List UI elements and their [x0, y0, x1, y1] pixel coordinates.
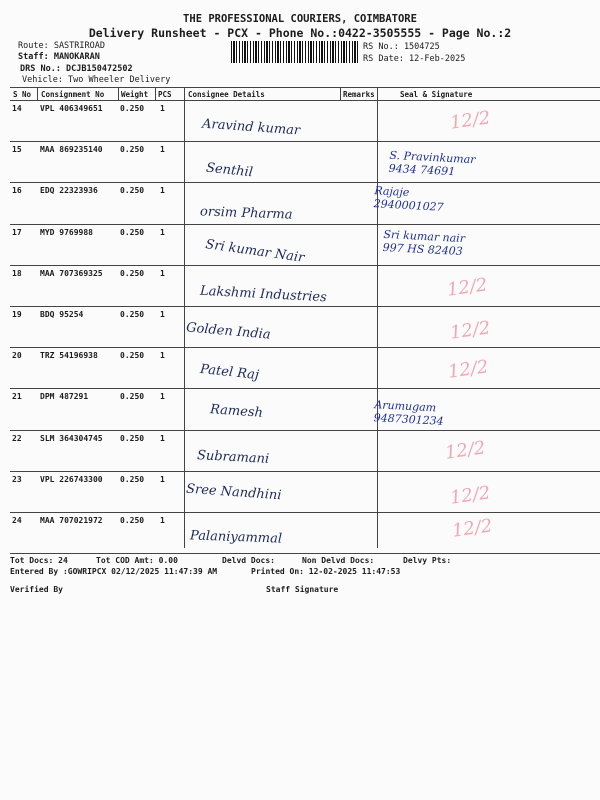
- receiver-signature: Sri kumar nair 997 HS 82403: [382, 227, 466, 258]
- delivery-points: Delvy Pts:: [403, 556, 452, 565]
- row-divider: [10, 512, 600, 513]
- consignee-handwriting: Palaniyammal: [189, 528, 283, 547]
- pieces: 1: [160, 433, 165, 443]
- col-remarks: Remarks: [343, 90, 375, 99]
- table-header-border: [10, 100, 600, 101]
- total-cod: Tot COD Amt: 0.00: [96, 556, 178, 565]
- vehicle: Vehicle: Two Wheeler Delivery: [22, 75, 171, 85]
- delivery-date-stamp: 12/2: [448, 107, 492, 134]
- pieces: 1: [160, 104, 165, 113]
- entered-by: Entered By :GOWRIPCX 02/12/2025 11:47:39 AM: [10, 567, 218, 576]
- serial-number: 14: [12, 104, 22, 113]
- remarks-column-line: [377, 87, 378, 548]
- printed-on: Printed On: 12-02-2025 11:47:53: [251, 567, 401, 576]
- serial-number: 16: [12, 186, 22, 196]
- col-divider: [155, 87, 156, 100]
- consignment-number: VPL 226743300: [40, 474, 103, 484]
- serial-number: 23: [12, 474, 22, 484]
- pieces: 1: [160, 227, 165, 237]
- delivery-date-stamp: 12/2: [448, 317, 492, 344]
- consignment-number: MYD 9769988: [40, 227, 93, 237]
- serial-number: 19: [12, 310, 22, 319]
- pieces: 1: [160, 516, 165, 525]
- pieces: 1: [160, 351, 165, 361]
- consignee-handwriting: Golden India: [185, 320, 272, 343]
- consignee-handwriting: Sri kumar Nair: [204, 236, 306, 266]
- row-divider: [10, 141, 600, 142]
- delivery-date-stamp: 12/2: [445, 274, 489, 301]
- col-divider: [340, 87, 341, 100]
- serial-number: 18: [12, 268, 22, 278]
- consignee-handwriting: Lakshmi Industries: [199, 283, 328, 306]
- delivery-date-stamp: 12/2: [450, 515, 494, 542]
- consignment-number: MAA 707369325: [40, 268, 103, 278]
- consignment-number: EDQ 22323936: [40, 186, 98, 196]
- weight: 0.250: [120, 227, 145, 237]
- delivery-date-stamp: 12/2: [443, 436, 487, 464]
- consignee-handwriting: Senthil: [205, 160, 254, 181]
- consignment-number: BDQ 95254: [40, 310, 84, 319]
- weight: 0.250: [120, 516, 145, 525]
- pieces: 1: [160, 392, 165, 402]
- row-divider: [10, 182, 600, 183]
- row-divider: [10, 306, 600, 307]
- table-top-border: [10, 87, 600, 88]
- weight: 0.250: [120, 474, 145, 484]
- serial-number: 24: [12, 516, 22, 525]
- drs-number: DRS No.: DCJB150472502: [20, 64, 133, 74]
- serial-number: 21: [12, 392, 22, 402]
- consignee-handwriting: Aravind kumar: [201, 116, 301, 139]
- serial-number: 17: [12, 227, 22, 237]
- consignment-number: SLM 364304745: [40, 433, 103, 443]
- rs-date: RS Date: 12-Feb-2025: [363, 54, 466, 64]
- weight: 0.250: [120, 351, 145, 361]
- row-divider: [10, 553, 600, 554]
- receiver-signature: Rajaje 2940001027: [373, 184, 444, 215]
- col-divider: [118, 87, 119, 100]
- pieces: 1: [160, 186, 165, 196]
- consignment-number: MAA 869235140: [40, 145, 103, 155]
- consignment-number: TRZ 54196938: [40, 351, 98, 361]
- pieces: 1: [160, 268, 165, 278]
- col-pcs: PCS: [158, 90, 172, 99]
- weight: 0.250: [120, 145, 145, 155]
- serial-number: 15: [12, 145, 22, 155]
- weight: 0.250: [120, 104, 145, 113]
- route: Route: SASTRIROAD: [18, 41, 105, 51]
- serial-number: 20: [12, 351, 22, 361]
- consignment-number: DPM 487291: [40, 392, 89, 402]
- delivery-date-stamp: 12/2: [448, 482, 492, 509]
- pieces: 1: [160, 474, 165, 484]
- row-divider: [10, 388, 600, 389]
- col-divider: [184, 87, 185, 100]
- weight: 0.250: [120, 186, 145, 196]
- col-divider: [37, 87, 38, 100]
- consignee-handwriting: Ramesh: [209, 402, 264, 422]
- serial-number: 22: [12, 433, 22, 443]
- consignment-number: MAA 707021972: [40, 516, 103, 525]
- col-consignment: Consignment No: [41, 90, 105, 99]
- col-sno: S No: [13, 90, 32, 99]
- rs-number: RS No.: 1504725: [363, 42, 440, 52]
- delivered-docs: Delvd Docs:: [222, 556, 275, 565]
- receiver-signature: S. Pravinkumar 9434 74691: [388, 148, 476, 179]
- consignee-handwriting: orsim Pharma: [199, 204, 293, 224]
- consignee-handwriting: Patel Raj: [199, 362, 260, 384]
- verified-by: Verified By: [10, 585, 63, 594]
- weight: 0.250: [120, 433, 145, 443]
- non-delivered-docs: Non Delvd Docs:: [302, 556, 375, 565]
- barcode: [231, 41, 359, 63]
- row-divider: [10, 347, 600, 348]
- col-weight: Weight: [121, 90, 149, 99]
- consignee-handwriting: Sree Nandhini: [185, 481, 282, 504]
- weight: 0.250: [120, 310, 145, 319]
- pieces: 1: [160, 310, 165, 319]
- row-divider: [10, 471, 600, 472]
- weight: 0.250: [120, 268, 145, 278]
- col-seal-signature: Seal & Signature: [400, 90, 473, 99]
- total-docs: Tot Docs: 24: [10, 556, 68, 565]
- staff-signature: Staff Signature: [266, 585, 339, 594]
- pieces: 1: [160, 145, 165, 155]
- delivery-date-stamp: 12/2: [446, 356, 490, 383]
- runsheet-subtitle: Delivery Runsheet - PCX - Phone No.:0422-3505555 - Page No.:2: [88, 26, 512, 40]
- receiver-signature: Arumugam 9487301234: [373, 398, 444, 429]
- staff: Staff: MANOKARAN: [18, 52, 100, 62]
- row-divider: [10, 224, 600, 225]
- row-divider: [10, 430, 600, 431]
- consignee-handwriting: Subramani: [196, 447, 270, 467]
- col-consignee: Consignee Details: [188, 90, 265, 99]
- consignment-number: VPL 406349651: [40, 104, 103, 113]
- row-divider: [10, 265, 600, 266]
- consignee-column-line: [184, 100, 185, 548]
- company-title: THE PROFESSIONAL COURIERS, COIMBATORE: [183, 13, 417, 25]
- weight: 0.250: [120, 392, 145, 402]
